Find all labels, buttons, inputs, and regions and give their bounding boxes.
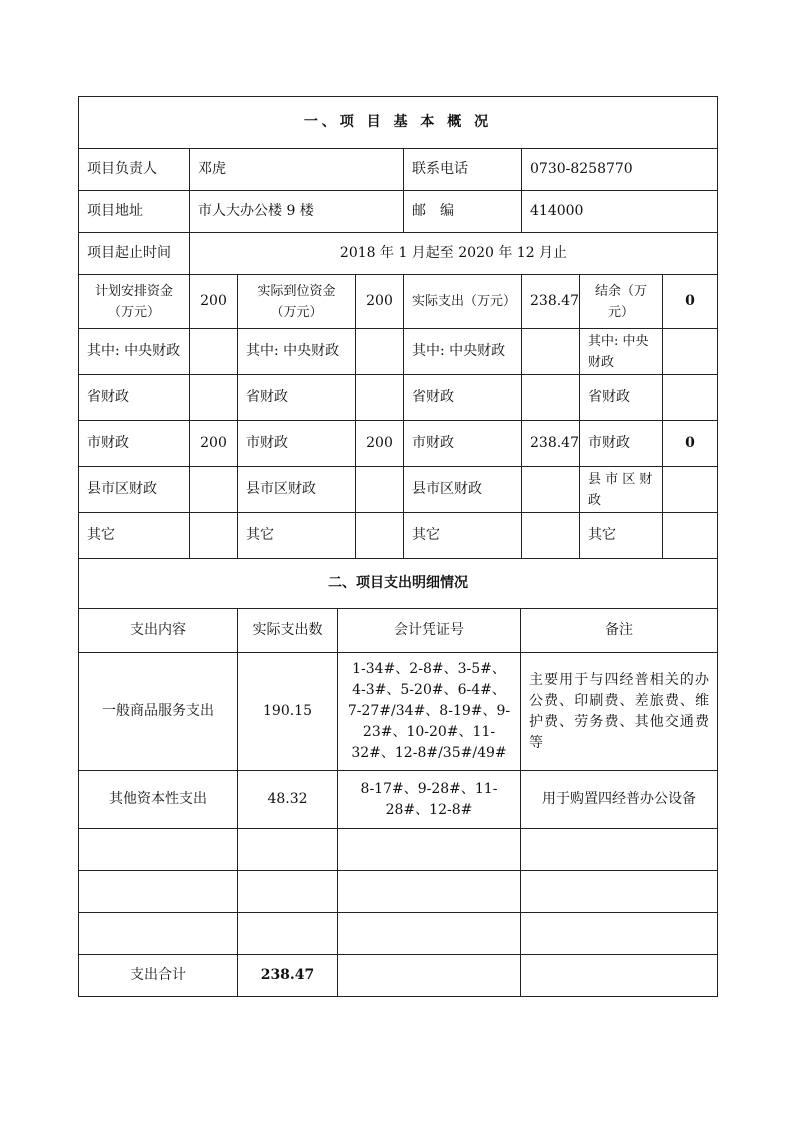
- funds-row-central: [79, 329, 718, 375]
- spent-value: 238.47: [522, 275, 580, 329]
- funds-b-value: [356, 375, 404, 421]
- section2-title: 二、项目支出明细情况: [79, 559, 718, 609]
- expense-voucher: 1-34#、2-8#、3-5#、4-3#、5-20#、6-4#、7-27#/34#、8-19#、9-23#、10-20#、11-32#、12-8#/35#/49#: [338, 653, 521, 771]
- header-amount: 实际支出数: [238, 609, 338, 653]
- funds-a-label: 县市区财政: [79, 467, 190, 513]
- funds-c-value: 238.47: [522, 421, 580, 467]
- funds-a-label: 其它: [79, 513, 190, 559]
- expense-amount: [238, 913, 338, 955]
- actual-funds-value: 200: [356, 275, 404, 329]
- funds-row-city: [79, 421, 718, 467]
- total-label: 支出合计: [79, 955, 238, 997]
- funds-b-label: 其中: 中央财政: [238, 329, 356, 375]
- funds-a-value: 200: [190, 421, 238, 467]
- actual-funds-label: 实际到位资金（万元）: [238, 275, 356, 329]
- expense-amount: 190.15: [238, 653, 338, 771]
- funds-row-province: [79, 375, 718, 421]
- funds-row-county: [79, 467, 718, 513]
- funds-d-label: 其它: [580, 513, 663, 559]
- expense-detail-table: [78, 558, 718, 997]
- expense-note: [521, 829, 718, 871]
- expense-note: [521, 913, 718, 955]
- period-label: 项目起止时间: [79, 233, 190, 275]
- expense-note: [521, 871, 718, 913]
- funds-a-value: [190, 513, 238, 559]
- funds-c-label: 市财政: [404, 421, 522, 467]
- table-row: [79, 653, 718, 771]
- funds-d-label: 县 市 区 财 政: [580, 467, 663, 513]
- expense-content: [79, 829, 238, 871]
- funds-c-label: 其中: 中央财政: [404, 329, 522, 375]
- spent-label: 实际支出（万元）: [404, 275, 522, 329]
- expense-voucher: [338, 871, 521, 913]
- expense-amount: 48.32: [238, 771, 338, 829]
- funds-b-label: 省财政: [238, 375, 356, 421]
- balance-value: 0: [663, 275, 718, 329]
- expense-content: 其他资本性支出: [79, 771, 238, 829]
- expense-voucher: 8-17#、9-28#、11-28#、12-8#: [338, 771, 521, 829]
- project-basic-info-table: [78, 96, 718, 559]
- expense-content: 一般商品服务支出: [79, 653, 238, 771]
- funds-b-label: 县市区财政: [238, 467, 356, 513]
- funds-a-value: [190, 329, 238, 375]
- funds-c-value: [522, 467, 580, 513]
- funds-b-value: [356, 329, 404, 375]
- period-value: 2018 年 1 月起至 2020 年 12 月止: [190, 233, 718, 275]
- funds-c-value: [522, 513, 580, 559]
- expense-amount: [238, 871, 338, 913]
- expense-amount: [238, 829, 338, 871]
- funds-c-label: 县市区财政: [404, 467, 522, 513]
- header-note: 备注: [521, 609, 718, 653]
- funds-a-value: [190, 467, 238, 513]
- total-voucher-empty: [338, 955, 521, 997]
- leader-value: 邓虎: [190, 149, 404, 191]
- funds-b-label: 市财政: [238, 421, 356, 467]
- funds-a-label: 其中: 中央财政: [79, 329, 190, 375]
- zip-value: 414000: [522, 191, 718, 233]
- funds-a-label: 省财政: [79, 375, 190, 421]
- funds-a-label: 市财政: [79, 421, 190, 467]
- table-row: [79, 913, 718, 955]
- funds-b-value: [356, 467, 404, 513]
- expense-voucher: [338, 913, 521, 955]
- expense-content: [79, 913, 238, 955]
- funds-b-value: [356, 513, 404, 559]
- expense-voucher: [338, 829, 521, 871]
- table-row: [79, 771, 718, 829]
- expense-header-row: [79, 609, 718, 653]
- funds-d-label: 其中: 中央财政: [580, 329, 663, 375]
- total-value: 238.47: [238, 955, 338, 997]
- funds-d-value: [663, 513, 718, 559]
- planned-funds-value: 200: [190, 275, 238, 329]
- balance-label: 结余（万元）: [580, 275, 663, 329]
- total-note-empty: [521, 955, 718, 997]
- section1-title: 一、项 目 基 本 概 况: [79, 97, 718, 149]
- funds-a-value: [190, 375, 238, 421]
- zip-label: 邮 编: [404, 191, 522, 233]
- expense-note: 主要用于与四经普相关的办公费、印刷费、差旅费、维护费、劳务费、其他交通费等: [521, 653, 718, 771]
- funds-row-other: [79, 513, 718, 559]
- funds-c-label: 其它: [404, 513, 522, 559]
- expense-note: 用于购置四经普办公设备: [521, 771, 718, 829]
- funds-c-value: [522, 329, 580, 375]
- address-value: 市人大办公楼 9 楼: [190, 191, 404, 233]
- funds-b-value: 200: [356, 421, 404, 467]
- planned-funds-label: 计划安排资金（万元）: [79, 275, 190, 329]
- phone-value: 0730-8258770: [522, 149, 718, 191]
- funds-d-label: 省财政: [580, 375, 663, 421]
- header-voucher: 会计凭证号: [338, 609, 521, 653]
- funds-d-value: [663, 467, 718, 513]
- funds-d-value: 0: [663, 421, 718, 467]
- funds-b-label: 其它: [238, 513, 356, 559]
- funds-c-value: [522, 375, 580, 421]
- leader-label: 项目负责人: [79, 149, 190, 191]
- funds-d-label: 市财政: [580, 421, 663, 467]
- funds-c-label: 省财政: [404, 375, 522, 421]
- phone-label: 联系电话: [404, 149, 522, 191]
- address-label: 项目地址: [79, 191, 190, 233]
- table-row: [79, 829, 718, 871]
- funds-d-value: [663, 329, 718, 375]
- expense-content: [79, 871, 238, 913]
- project-report-form: [78, 96, 717, 997]
- table-row: [79, 871, 718, 913]
- funds-d-value: [663, 375, 718, 421]
- expense-total-row: [79, 955, 718, 997]
- header-content: 支出内容: [79, 609, 238, 653]
